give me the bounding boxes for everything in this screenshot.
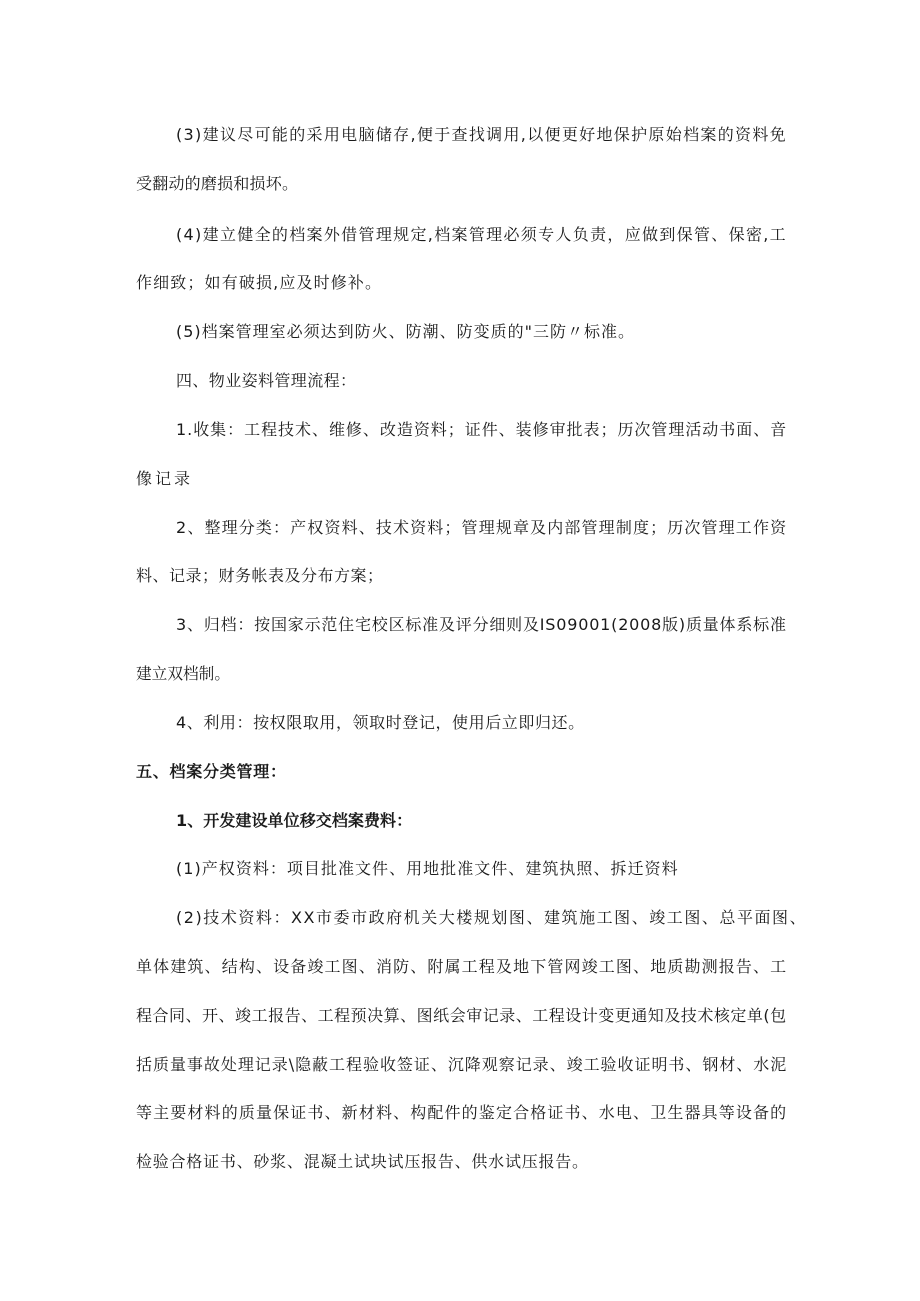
process-sort-line-2: 料、记录；财务帐表及分布方案；	[136, 566, 384, 585]
process-collect-line-1: 1.收集：工程技术、维修、改造资料；证件、装修审批表；历次管理活动书面、音	[176, 420, 788, 439]
section-4-heading: 四、物业姿料管理流程：	[176, 371, 357, 390]
paragraph-3-line-1: (3)建议尽可能的采用电脑储存,便于查找调用,以便更好地保护原始档案的资料免	[176, 125, 787, 144]
technical-materials-line-4: 括质量事故处理记录\隐蔽工程验收签证、沉降观察记录、竣工验收证明书、钢材、水泥	[136, 1055, 788, 1074]
process-use: 4、利用：按权限取用，领取时登记，使用后立即归还。	[176, 713, 585, 732]
section-5-heading: 五、档案分类管理：	[136, 762, 287, 781]
technical-materials-line-3: 程合同、开、竣工报告、工程预决算、图纸会审记录、工程设计变更通知及技术核定单(包	[136, 1006, 787, 1025]
paragraph-4-line-1: (4)建立健全的档案外借管理规定,档案管理必须专人负责，应做到保管、保密,工	[176, 225, 787, 244]
paragraph-3-line-2: 受翻动的磨损和损坏。	[136, 174, 299, 193]
paragraph-5: (5)档案管理室必须达到防火、防潮、防变质的"三防〃标准。	[176, 322, 636, 341]
process-archive-line-1: 3、归档：按国家示范住宅校区标准及评分细则及IS09001(2008版)质量体系标准	[176, 615, 787, 634]
section-5-subheading-1: 1、开发建设单位移交档案费料：	[176, 811, 413, 830]
paragraph-4-line-2: 作细致；如有破损,应及时修补。	[136, 273, 383, 292]
technical-materials-line-2: 单体建筑、结构、设备竣工图、消防、附属工程及地下管网竣工图、地质勘测报告、工	[136, 957, 788, 976]
process-sort-line-1: 2、整理分类：产权资料、技术资料；管理规章及内部管理制度；历次管理工作资	[176, 518, 788, 537]
property-rights-materials: (1)产权资料：项目批准文件、用地批准文件、建筑执照、拆迁资料	[176, 859, 679, 878]
technical-materials-line-1: (2)技术资料：XX市委市政府机关大楼规划图、建筑施工图、竣工图、总平面图、	[176, 908, 808, 927]
technical-materials-line-6: 检验合格证书、砂浆、混凝土试块试压报告、供水试压报告。	[136, 1152, 589, 1171]
technical-materials-line-5: 等主要材料的质量保证书、新材料、构配件的鉴定合格证书、水电、卫生器具等设备的	[136, 1103, 788, 1122]
process-archive-line-2: 建立双档制。	[136, 664, 231, 683]
process-collect-line-2: 像记录	[136, 469, 194, 488]
